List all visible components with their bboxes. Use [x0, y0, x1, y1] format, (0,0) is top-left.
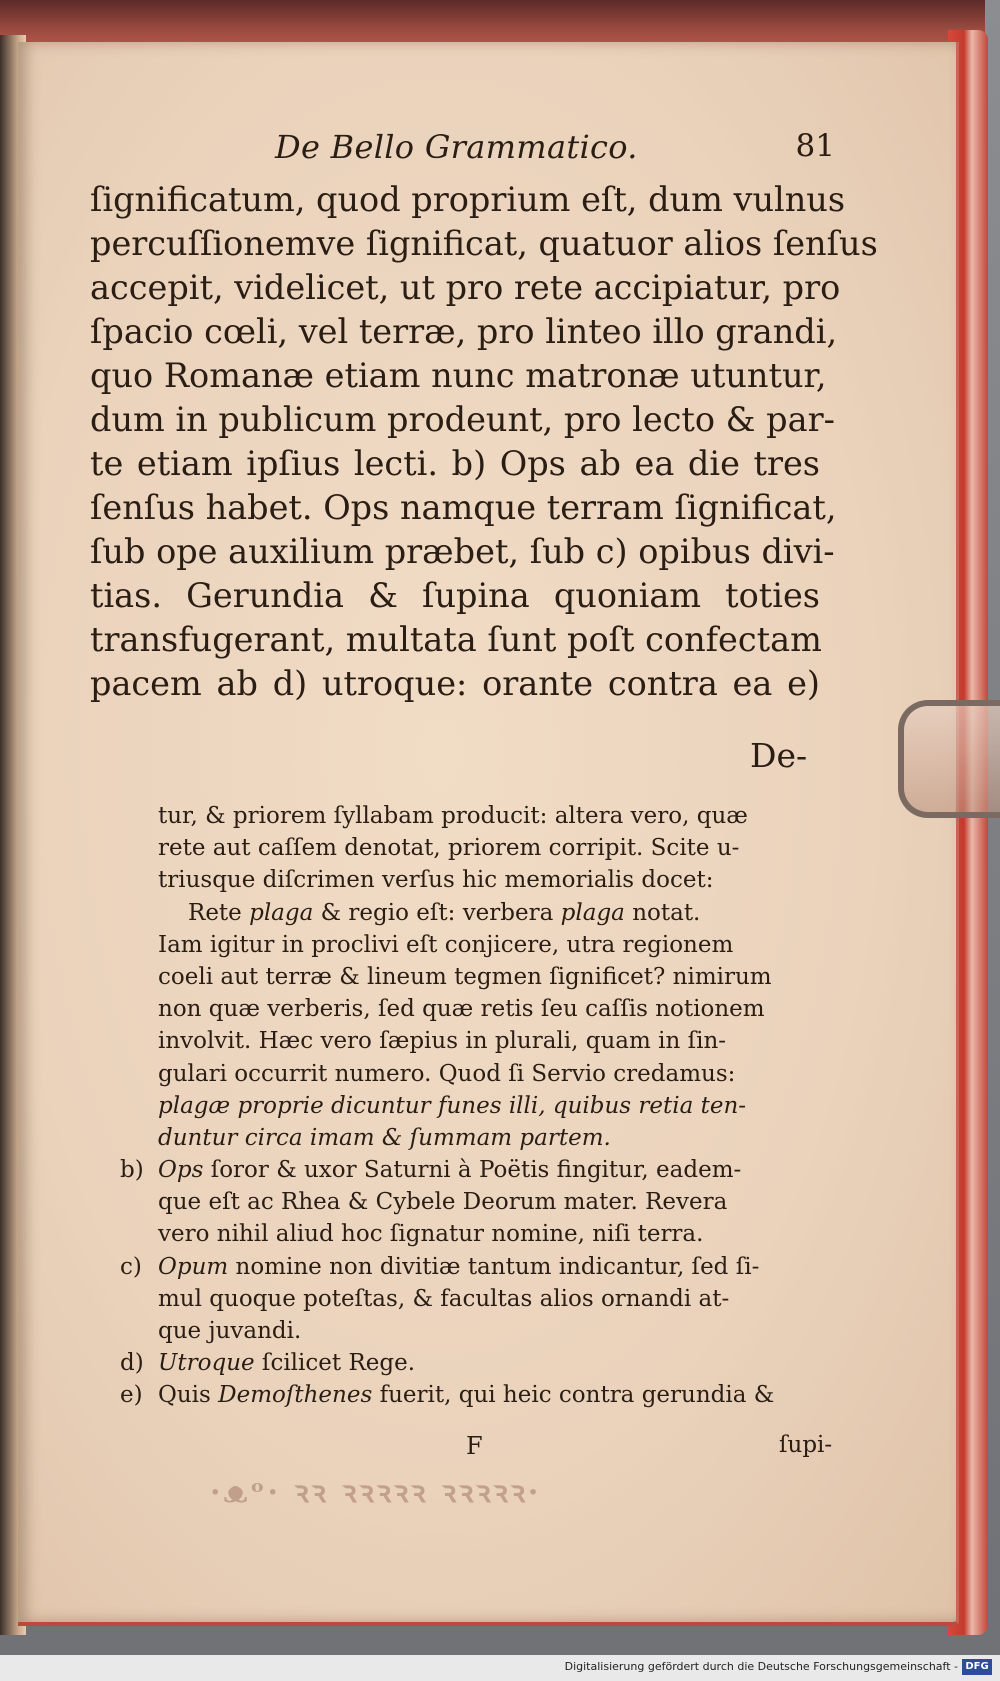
- main-text-line: quo Romanæ etiam nunc matronæ utuntur,: [90, 356, 827, 395]
- note-lemma: Demoſthenes: [218, 1382, 373, 1409]
- note-italic-line: duntur circa imam & ſummam partem.: [158, 1124, 611, 1151]
- main-text-line: percuſſionemve ſignificat, quatuor alios ſenſus: [90, 224, 878, 263]
- book-top-edge: [0, 0, 985, 48]
- verse-text: notat.: [624, 899, 701, 926]
- main-text-line: accepit, videlicet, ut pro rete accipiatur, pro: [90, 268, 841, 307]
- digitization-credit: Digitalisierung gefördert durch die Deutsche Forschungsgemeinschaft -: [564, 1660, 958, 1673]
- main-text-line: ſpacio cœli, vel terræ, pro linteo illo grandi,: [90, 312, 838, 351]
- running-title: De Bello Grammatico.: [275, 128, 638, 166]
- main-catchword: De-: [750, 736, 808, 775]
- note-marker: d): [120, 1350, 144, 1377]
- note-line: coeli aut terræ & lineum tegmen ſignificet? nimirum: [158, 963, 772, 990]
- note-lemma: Ops: [158, 1157, 204, 1184]
- page-number: 81: [795, 128, 835, 164]
- note-line: gulari occurrit numero. Quod ſi Servio credamus:: [158, 1060, 736, 1087]
- note-lemma: Utroque: [158, 1350, 255, 1377]
- footnote-catchword: ſupi-: [779, 1432, 833, 1458]
- main-text-line: tias. Gerundia & ſupina quoniam toties: [90, 576, 820, 615]
- note-e: [120, 1379, 830, 1411]
- note-line: involvit. Hæc vero ſæpius in plurali, quam in ſin-: [158, 1028, 727, 1055]
- note-line: non quæ verberis, ſed quæ retis ſeu caſſis notionem: [158, 996, 765, 1023]
- note-text: nomine non divitiæ tantum indicantur, ſed ſi-: [228, 1253, 760, 1280]
- footnotes-block: [120, 800, 830, 1412]
- note-line: triusque diſcrimen verſus hic memorialis docet:: [158, 867, 714, 894]
- note-line: vero nihil aliud hoc ſignatur nomine, niſi terra.: [158, 1221, 704, 1248]
- verse-text: & regio eſt: verbera: [313, 899, 561, 926]
- note-line: que eſt ac Rhea & Cybele Deorum mater. Revera: [158, 1189, 728, 1216]
- dfg-logo-icon: DFG: [962, 1659, 992, 1675]
- note-line: que juvandi.: [158, 1318, 302, 1344]
- main-text-line: transfugerant, multata ſunt poſt confectam: [90, 620, 822, 659]
- note-line: mul quoque poteſtas, & facultas alios ornandi at-: [158, 1285, 730, 1312]
- note-italic-line: plagæ proprie dicuntur funes illi, quibus retia ten-: [158, 1092, 747, 1119]
- bleed-through-text: ·ᴥᵒ· ꝛꝛ ꝛꝛꝛꝛꝛ ꝛꝛꝛꝛꝛ·: [210, 1475, 542, 1510]
- note-c: [120, 1251, 830, 1283]
- verse-italic: plaga: [249, 899, 314, 926]
- note-text: Quis: [158, 1382, 219, 1409]
- note-marker: c): [120, 1253, 142, 1280]
- digitization-credit-bar: [0, 1655, 1000, 1681]
- note-text: fuerit, qui heic contra gerundia &: [372, 1382, 775, 1409]
- verse-line: [120, 897, 830, 929]
- page-clip: [898, 700, 1000, 818]
- main-text-line: te etiam ipſius lecti. b) Ops ab ea die tres: [90, 444, 820, 483]
- main-text-line: ſub ope auxilium præbet, ſub c) opibus divi-: [90, 532, 835, 571]
- main-text-line: ſenſus habet. Ops namque terram ſignificat,: [90, 488, 837, 527]
- gathering-signature: F: [466, 1432, 483, 1460]
- main-text-line: ſignificatum, quod proprium eſt, dum vulnus: [90, 180, 846, 219]
- note-d: [120, 1347, 830, 1379]
- verse-text: Rete: [188, 899, 250, 926]
- main-text-line: pacem ab d) utroque: orante contra ea e): [90, 664, 820, 703]
- note-text: ſcilicet Rege.: [254, 1350, 416, 1377]
- main-text-line: dum in publicum prodeunt, pro lecto & par-: [90, 400, 835, 439]
- note-line: Iam igitur in proclivi eſt conjicere, utra regionem: [158, 931, 734, 958]
- note-marker: e): [120, 1382, 143, 1409]
- note-marker: b): [120, 1157, 144, 1184]
- main-text-block: [90, 178, 878, 706]
- page-header: [275, 128, 835, 172]
- note-lemma: Opum: [158, 1253, 229, 1280]
- note-line: rete aut caſſem denotat, priorem corripit. Scite u-: [158, 835, 740, 862]
- note-b: [120, 1154, 830, 1186]
- note-text: ſoror & uxor Saturni à Poëtis fingitur, eadem-: [203, 1157, 742, 1184]
- verse-italic: plaga: [560, 899, 625, 926]
- note-line: tur, & priorem ſyllabam producit: altera vero, quæ: [158, 803, 748, 829]
